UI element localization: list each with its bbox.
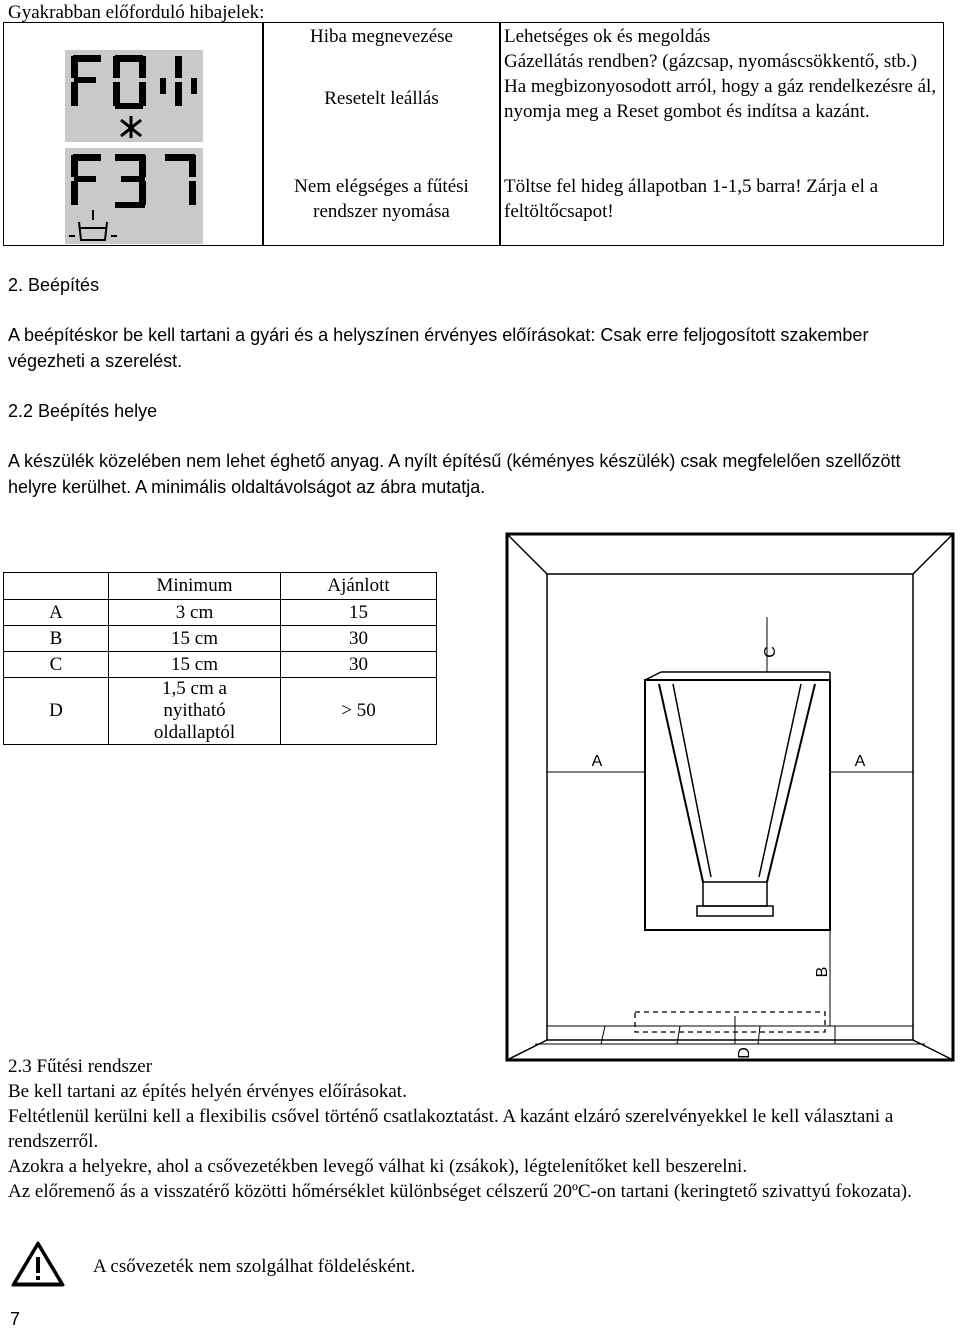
lcd-display-f37 bbox=[65, 148, 203, 244]
dimension-label-a-right: A bbox=[854, 753, 866, 770]
table-row bbox=[4, 600, 437, 626]
column-header-solution: Lehetséges ok és megoldás bbox=[504, 26, 711, 47]
lcd-display-f01 bbox=[65, 50, 203, 142]
table-header-cell bbox=[4, 573, 109, 600]
subsection-title: 2.2 Beépítés helye bbox=[8, 401, 158, 421]
section-23-title: 2.3 Fűtési rendszer bbox=[8, 1056, 153, 1077]
table-row bbox=[4, 652, 437, 678]
lcd-f01-glyph bbox=[65, 50, 203, 142]
row-rec: 30 bbox=[281, 652, 437, 678]
error-name-f01: Resetelt leállás bbox=[324, 88, 439, 109]
row-label: A bbox=[4, 600, 109, 626]
column-header-name: Hiba megnevezése bbox=[310, 26, 453, 47]
table-header-cell: Ajánlott bbox=[281, 573, 437, 600]
error-solution-f01: Gázellátás rendben? (gázcsap, nyomáscsökkentő, stb.) Ha megbizonyosodott arról, hogy a gáz rendelkezésre ál, nyomja meg a Reset gombot és indítsa a kazánt. bbox=[504, 51, 937, 122]
row-label: B bbox=[4, 626, 109, 652]
section-title: 2. Beépítés bbox=[8, 275, 100, 295]
dimension-label-b: B bbox=[814, 966, 831, 978]
row-min: 15 cm bbox=[109, 626, 281, 652]
section-23-line: Feltétlenül kerülni kell a flexibilis csővel történő csatlakoztatást. A kazánt elzáró szerelvényekkel le kell választani a rendszerről. bbox=[8, 1106, 894, 1152]
error-code-table bbox=[3, 22, 944, 246]
dimension-label-d: D bbox=[736, 1047, 753, 1059]
error-name-f37: Nem elégséges a fűtési rendszer nyomása bbox=[294, 176, 469, 222]
table-row bbox=[4, 626, 437, 652]
page-number: 7 bbox=[10, 1309, 21, 1329]
row-label: C bbox=[4, 652, 109, 678]
table-header-cell: Minimum bbox=[109, 573, 281, 600]
row-rec: > 50 bbox=[281, 678, 437, 745]
dimension-label-a-left: A bbox=[591, 753, 603, 770]
subsection-paragraph: A készülék közelében nem lehet éghető anyag. A nyílt építésű (kéményes készülék) csak megfelelően szellőzött helyre kerülhet. A minimális oldaltávolságot az ábra mutatja. bbox=[8, 451, 901, 497]
section-23-line: Be kell tartani az építés helyén érvényes előírásokat. bbox=[8, 1081, 407, 1102]
lcd-f37-glyph bbox=[65, 148, 203, 244]
warning-icon bbox=[10, 1240, 66, 1288]
section-23-line: Azokra a helyekre, ahol a csővezetékben levegő válhat ki (zsákok), légtelenítőket kell beszerelni. bbox=[8, 1156, 748, 1177]
section-paragraph: A beépítéskor be kell tartani a gyári és a helyszínen érvényes előírásokat: Csak erre feljogosított szakember végezheti a szerelést. bbox=[8, 325, 869, 371]
warning-text: A csővezeték nem szolgálhat földelésként. bbox=[93, 1256, 416, 1277]
row-min: 1,5 cm a nyitható oldallaptól bbox=[109, 678, 281, 745]
clearance-table bbox=[3, 572, 437, 745]
row-rec: 15 bbox=[281, 600, 437, 626]
error-solution-f37: Töltse fel hideg állapotban 1-1,5 barra! Zárja el a feltöltőcsapot! bbox=[504, 176, 879, 222]
table-row bbox=[4, 678, 437, 745]
row-min: 3 cm bbox=[109, 600, 281, 626]
dimension-label-c: C bbox=[762, 646, 779, 658]
installation-clearance-diagram bbox=[505, 532, 955, 1062]
row-label: D bbox=[4, 678, 109, 745]
section-23-line: Az előremenő ás a visszatérő közötti hőmérséklet különbséget célszerű 20ºC-on tartani (keringtető szivattyú fokozata). bbox=[8, 1181, 912, 1202]
section-header: Gyakrabban előforduló hibajelek: bbox=[8, 2, 265, 23]
row-min: 15 cm bbox=[109, 652, 281, 678]
row-rec: 30 bbox=[281, 626, 437, 652]
